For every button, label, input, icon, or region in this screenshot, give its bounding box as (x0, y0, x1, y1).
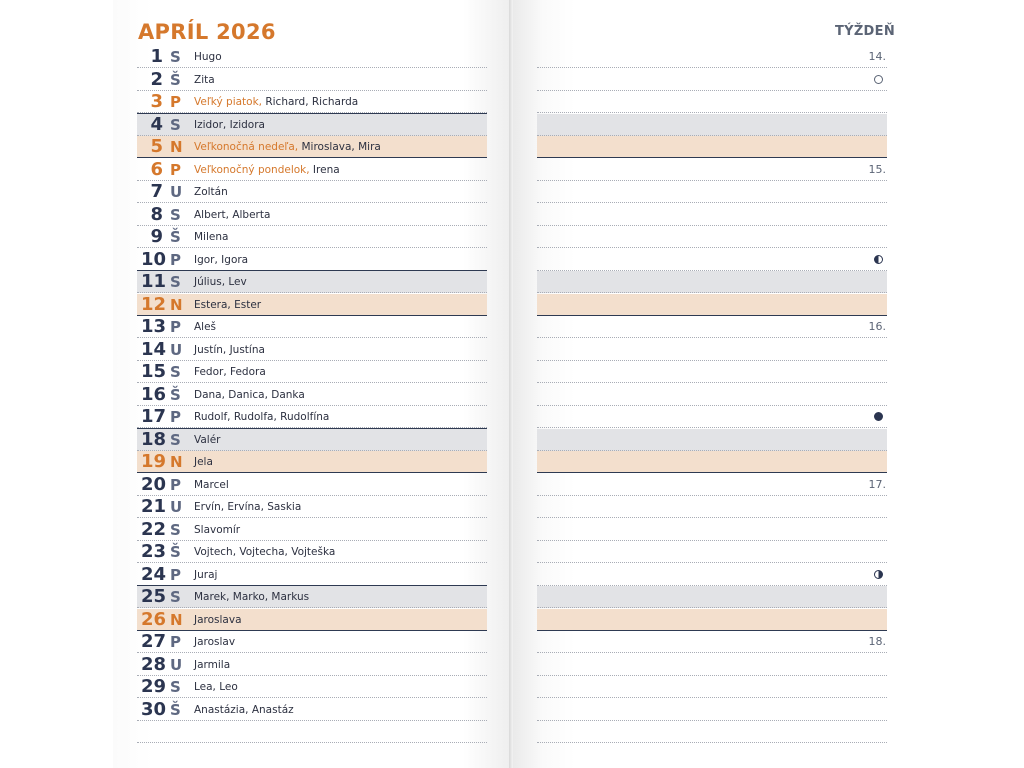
moon-new-icon (874, 412, 883, 421)
nameday-names: Jaroslav (194, 636, 236, 648)
name-days (194, 204, 270, 226)
day-row (137, 496, 487, 518)
day-row (137, 159, 487, 181)
week-number: 15. (868, 162, 886, 176)
day-number: 12 (141, 293, 167, 315)
day-row (137, 699, 487, 721)
note-row (537, 361, 887, 383)
week-number: 16. (868, 320, 886, 333)
name-days (194, 631, 235, 653)
nameday-names: Zita (194, 73, 215, 86)
note-row (537, 406, 887, 428)
day-number: 5 (150, 136, 163, 157)
day-row (137, 631, 487, 653)
name-days (194, 541, 335, 563)
day-row (137, 429, 487, 451)
weekday-letter: Š (170, 543, 181, 561)
day-row (137, 316, 487, 338)
day-row (137, 474, 487, 496)
nameday-names: Marcel (194, 478, 229, 491)
name-days (194, 339, 265, 361)
day-number: 22 (141, 518, 167, 540)
day-number: 15 (141, 361, 167, 382)
nameday-names: Estera, Ester (194, 298, 262, 311)
nameday-names: Slavomír (194, 523, 241, 536)
day-number: 1 (150, 46, 163, 67)
day-row (137, 406, 487, 428)
moon-last-quarter-icon (874, 255, 883, 264)
note-row (537, 159, 887, 181)
month-title: APRÍL 2026 (138, 20, 276, 44)
nameday-names: Jarmila (194, 658, 231, 671)
name-days (194, 451, 213, 473)
day-number: 10 (141, 248, 167, 270)
name-days (194, 159, 340, 181)
day-row (137, 676, 487, 698)
day-number: 29 (141, 676, 167, 697)
note-row (537, 294, 887, 316)
name-days (194, 699, 294, 721)
day-row (137, 564, 487, 586)
weekday-letter: P (170, 633, 181, 651)
note-row (537, 69, 887, 91)
week-number: 17. (868, 477, 886, 491)
name-days (194, 46, 222, 68)
day-number: 20 (141, 473, 167, 495)
note-row (537, 654, 887, 676)
day-row (137, 46, 487, 68)
nameday-names: Igor, Igora (194, 253, 249, 266)
name-days (194, 406, 329, 428)
note-row (537, 699, 887, 721)
note-row (537, 609, 887, 631)
note-row (537, 676, 887, 698)
day-number: 4 (150, 113, 163, 135)
nameday-names: Valér (194, 433, 221, 446)
note-row (537, 541, 887, 563)
binding-gutter (509, 0, 513, 768)
weekday-letter: P (170, 318, 181, 336)
weekday-letter: N (170, 610, 183, 629)
nameday-names: Ervín, Ervína, Saskia (194, 501, 302, 513)
weekday-letter: S (170, 115, 181, 134)
note-row (537, 316, 887, 338)
note-row (537, 204, 887, 226)
note-row (537, 226, 887, 248)
note-row (537, 249, 887, 271)
nameday-names: Albert, Alberta (194, 208, 271, 221)
holiday-name: Veľký piatok, (194, 96, 266, 108)
day-number: 8 (150, 203, 163, 225)
day-number: 30 (141, 698, 167, 720)
name-days (194, 91, 358, 113)
name-days (194, 316, 216, 338)
name-days (194, 226, 228, 248)
weekday-letter: Š (170, 700, 181, 719)
name-days (194, 429, 221, 451)
moon-first-quarter-icon (874, 570, 883, 579)
day-number: 21 (141, 496, 167, 517)
nameday-names: Július, Lev (194, 276, 247, 288)
weekday-letter: Š (170, 70, 181, 89)
name-days (194, 654, 230, 676)
name-days (194, 586, 309, 608)
moon-full-icon (874, 75, 883, 84)
weekday-letter: P (170, 250, 181, 269)
note-row (537, 429, 887, 451)
weekday-letter: S (170, 363, 181, 381)
nameday-names: Aleš (194, 321, 217, 333)
nameday-names: Justín, Justína (194, 343, 265, 356)
day-number: 16 (141, 383, 167, 405)
weekday-letter: P (170, 408, 181, 426)
weekday-letter: P (170, 160, 181, 179)
day-number: 3 (150, 91, 163, 112)
holiday-name: Veľkonočná nedeľa, (194, 141, 302, 153)
holiday-name: Veľkonočný pondelok, (194, 163, 313, 176)
day-number: 28 (141, 653, 167, 675)
day-number: 25 (141, 586, 167, 607)
note-row (537, 136, 887, 158)
day-number: 18 (141, 428, 167, 450)
day-row (137, 91, 487, 113)
note-row (537, 91, 887, 113)
day-row (137, 586, 487, 608)
weekday-letter: S (170, 273, 181, 291)
name-days (194, 114, 265, 136)
day-row (137, 451, 487, 473)
day-number: 2 (150, 68, 163, 90)
day-row (137, 204, 487, 226)
name-days (194, 564, 217, 586)
weekday-letter: P (170, 565, 181, 584)
nameday-names: Miroslava, Mira (301, 141, 381, 153)
note-row (537, 384, 887, 406)
nameday-names: Vojtech, Vojtecha, Vojteška (194, 546, 336, 558)
weekday-letter: S (170, 430, 181, 449)
name-days (194, 181, 228, 203)
note-row (537, 631, 887, 653)
nameday-names: Lea, Leo (194, 681, 238, 693)
day-number: 17 (141, 406, 167, 427)
day-number: 7 (150, 181, 163, 202)
nameday-names: Anastázia, Anastáz (194, 703, 294, 716)
name-days (194, 271, 247, 293)
nameday-names: Irena (312, 163, 340, 176)
name-days (194, 361, 266, 383)
note-row (537, 46, 887, 68)
weekday-letter: S (170, 678, 181, 696)
weekday-letter: U (170, 340, 183, 359)
weekday-letter: P (170, 475, 181, 494)
day-row (137, 361, 487, 383)
day-row (137, 339, 487, 361)
week-number: 18. (868, 635, 886, 648)
weekday-letter: S (170, 588, 181, 606)
weekday-letter: N (170, 453, 183, 471)
name-days (194, 474, 229, 496)
day-row (137, 114, 487, 136)
note-row (537, 519, 887, 541)
day-number: 23 (141, 541, 167, 562)
nameday-names: Hugo (194, 51, 222, 63)
day-row (137, 69, 487, 91)
nameday-names: Dana, Danica, Danka (194, 388, 305, 401)
nameday-names: Jela (194, 456, 213, 468)
nameday-names: Milena (194, 231, 229, 243)
day-row (137, 271, 487, 293)
nameday-names: Zoltán (194, 186, 228, 198)
note-row (537, 114, 887, 136)
day-number: 11 (141, 271, 167, 292)
day-row (137, 136, 487, 158)
weekday-letter: Š (170, 228, 181, 246)
note-row (537, 339, 887, 361)
week-header: TÝŽDEŇ (834, 24, 895, 39)
note-row (537, 564, 887, 586)
weekday-letter: N (170, 295, 183, 314)
day-row (137, 519, 487, 541)
empty-row (537, 721, 887, 743)
week-number: 14. (868, 50, 886, 63)
name-days (194, 609, 242, 631)
note-row (537, 474, 887, 496)
name-days (194, 294, 261, 316)
note-row (537, 271, 887, 293)
weekday-letter: N (170, 138, 183, 156)
day-row (137, 249, 487, 271)
note-row (537, 586, 887, 608)
nameday-names: Jaroslava (194, 613, 242, 626)
weekday-letter: U (170, 655, 183, 674)
note-row (537, 451, 887, 473)
nameday-names: Marek, Marko, Markus (194, 591, 310, 603)
day-row (137, 541, 487, 563)
name-days (194, 496, 301, 518)
nameday-names: Izidor, Izidora (194, 118, 265, 131)
name-days (194, 676, 238, 698)
day-number: 14 (141, 338, 167, 360)
nameday-names: Richard, Richarda (265, 96, 359, 108)
day-number: 27 (141, 631, 167, 652)
name-days (194, 136, 381, 158)
day-number: 13 (141, 316, 167, 337)
nameday-names: Fedor, Fedora (194, 366, 266, 378)
day-row (137, 226, 487, 248)
day-row (137, 294, 487, 316)
name-days (194, 384, 305, 406)
day-row (137, 181, 487, 203)
weekday-letter: Š (170, 385, 181, 404)
nameday-names: Rudolf, Rudolfa, Rudolfína (194, 411, 330, 423)
day-number: 19 (141, 451, 167, 472)
day-number: 9 (150, 226, 163, 247)
weekday-letter: P (170, 93, 181, 111)
day-row (137, 654, 487, 676)
weekday-letter: U (170, 183, 183, 201)
weekday-letter: U (170, 498, 183, 516)
name-days (194, 69, 215, 91)
empty-row (137, 721, 487, 743)
nameday-names: Juraj (194, 568, 218, 581)
note-row (537, 181, 887, 203)
name-days (194, 249, 248, 271)
note-row (537, 496, 887, 518)
weekday-letter: S (170, 520, 181, 539)
name-days (194, 519, 240, 541)
day-number: 24 (141, 563, 167, 585)
day-row (137, 384, 487, 406)
day-row (137, 609, 487, 631)
day-number: 26 (141, 608, 167, 630)
day-number: 6 (150, 158, 163, 180)
weekday-letter: S (170, 48, 181, 66)
weekday-letter: S (170, 205, 181, 224)
